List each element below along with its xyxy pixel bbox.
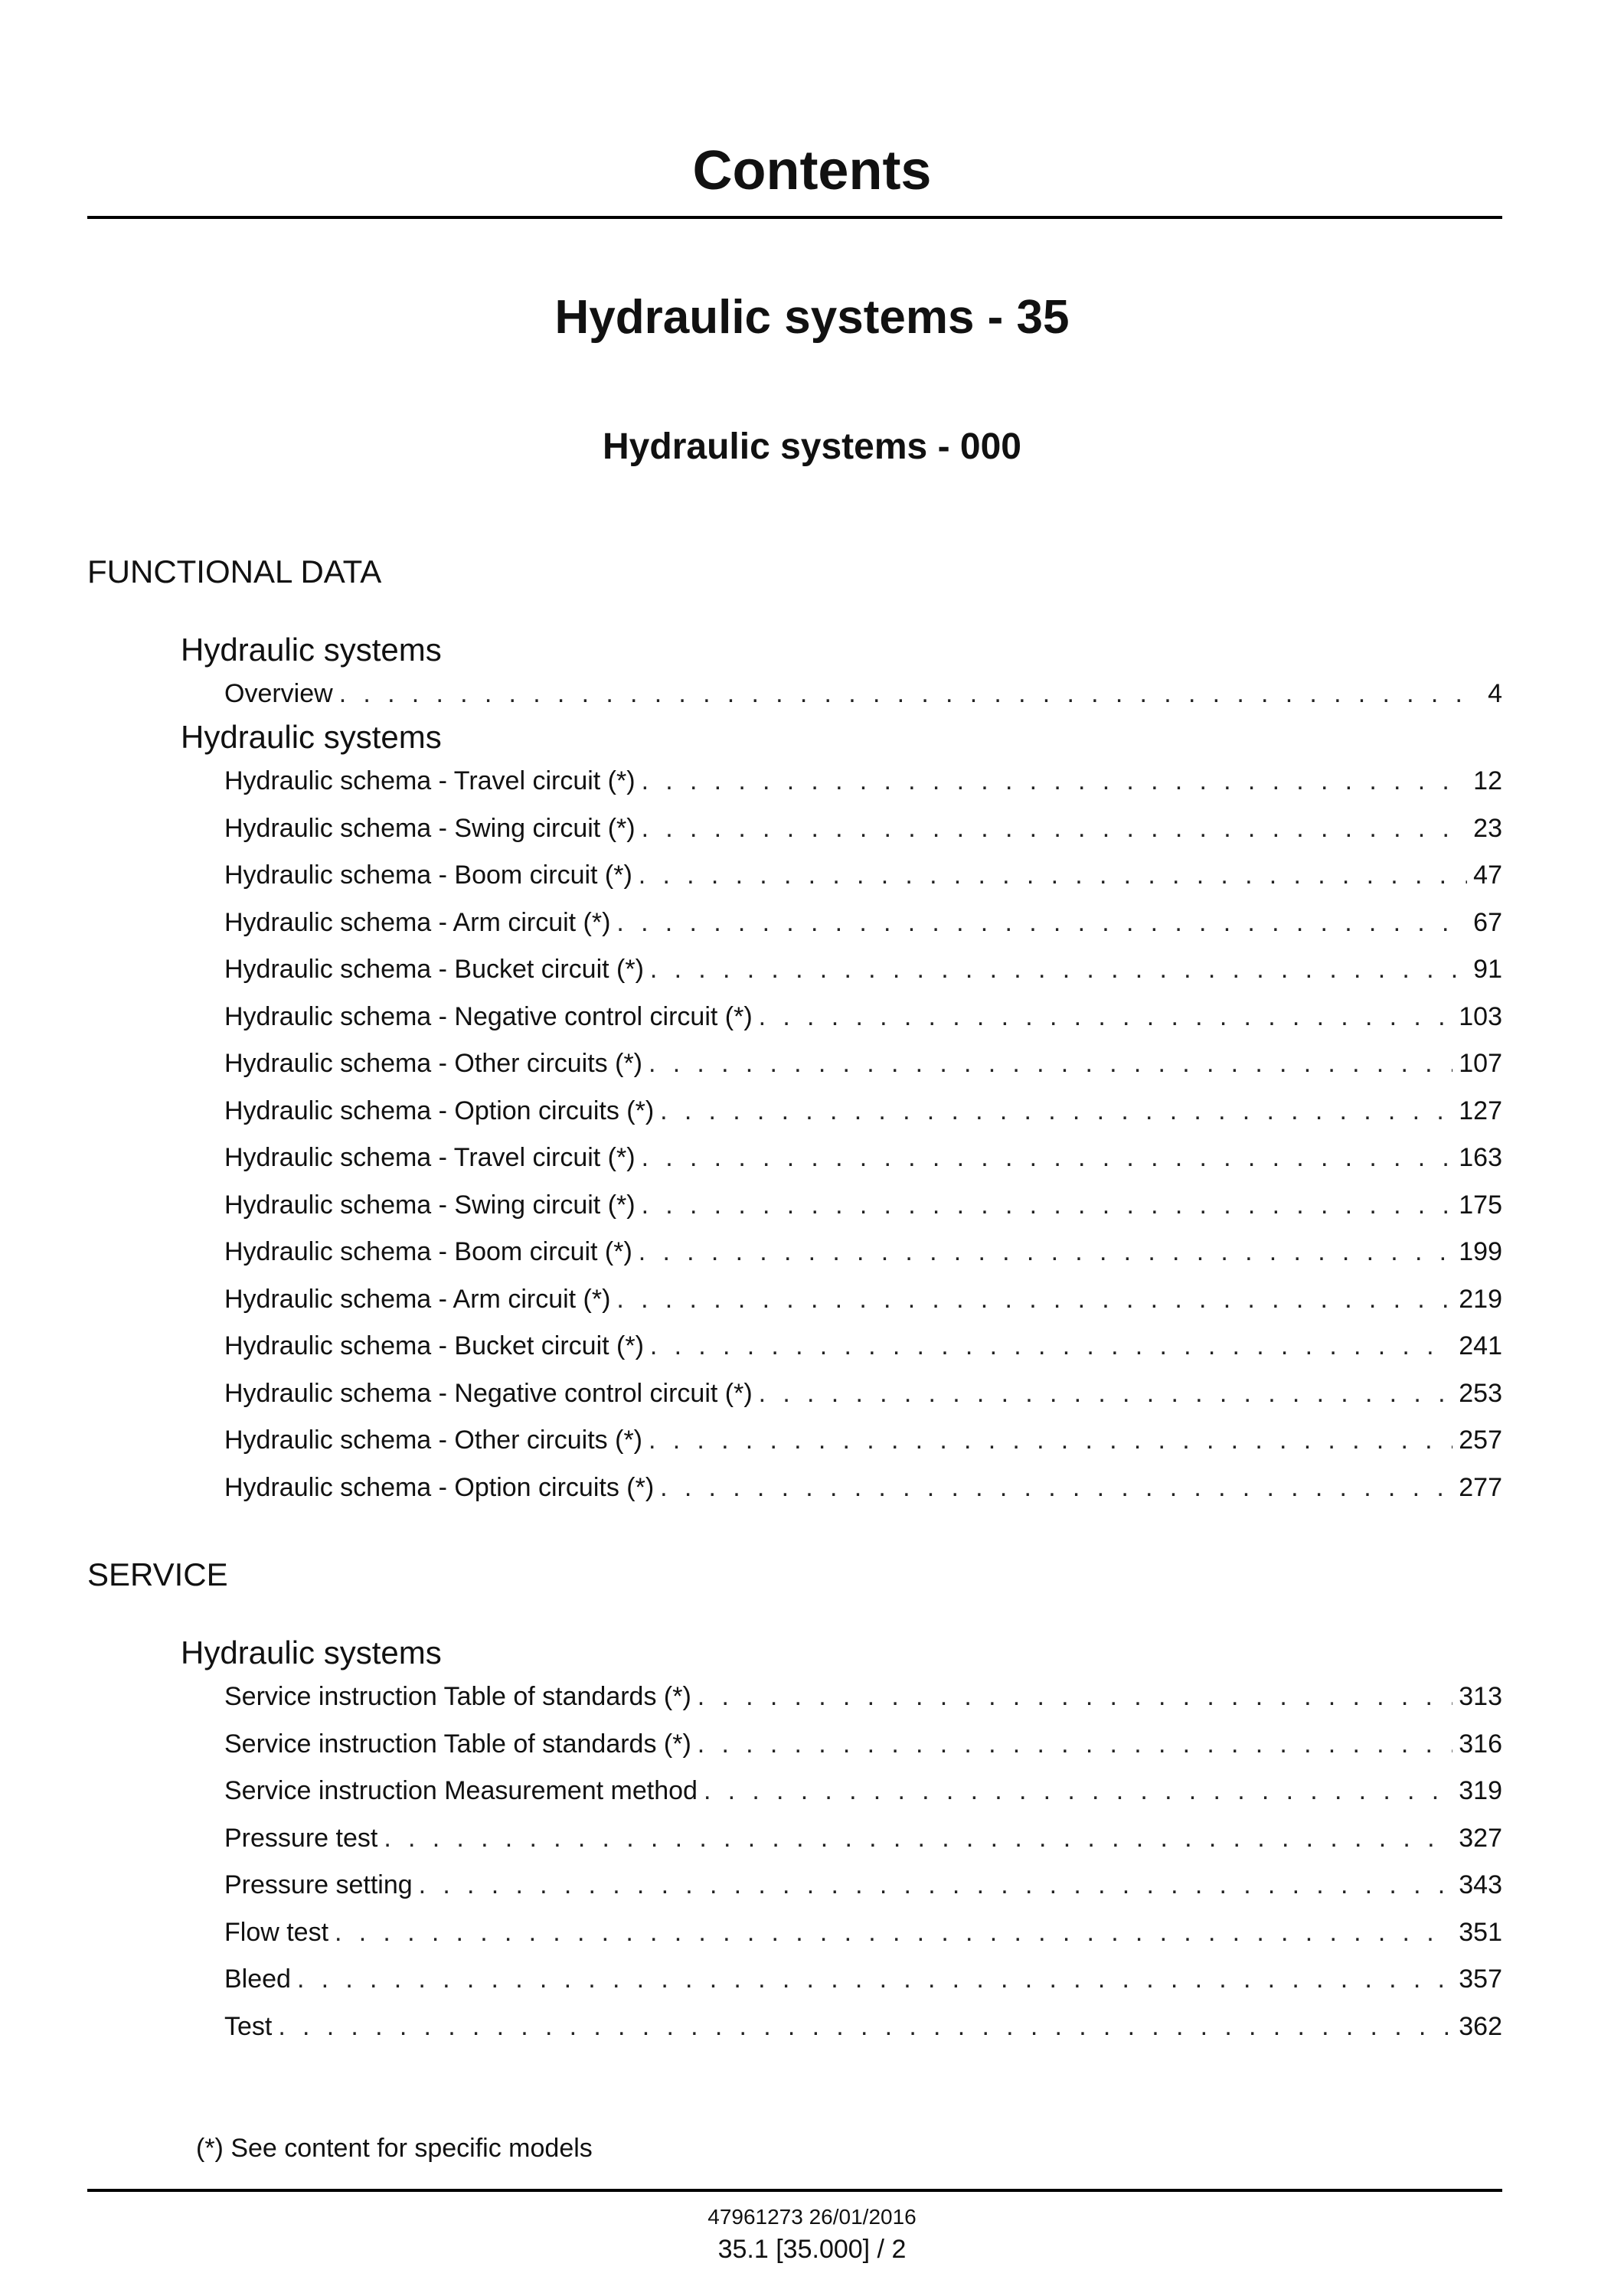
document-id: 47961273 26/01/2016 [707,2205,917,2229]
dot-leader [649,1423,1452,1457]
toc-entry[interactable] [224,1377,1502,1410]
toc-entry-page: 219 [1459,1285,1502,1314]
page-title: Contents [692,140,932,201]
dot-leader [278,2010,1452,2043]
dot-leader [642,1188,1453,1222]
toc-entry-label: Flow test [224,1918,329,1947]
dot-leader [642,812,1468,845]
toc-entry-page: 343 [1459,1870,1502,1899]
dot-leader [660,1094,1452,1128]
dot-leader [759,1000,1453,1034]
toc-entry-page: 91 [1473,955,1502,984]
toc-entry-label: Service instruction Measurement method [224,1776,698,1805]
group-title: Hydraulic systems [181,632,442,668]
dot-leader [642,764,1468,798]
category-functional-data: FUNCTIONAL DATA [87,554,382,590]
dot-leader [698,1680,1452,1713]
toc-entry-page: 163 [1459,1143,1502,1172]
toc-entry-label: Bleed [224,1965,291,1994]
category-service: SERVICE [87,1556,228,1592]
section-title: Hydraulic systems - 000 [603,426,1021,467]
toc-entry-page: 253 [1459,1379,1502,1408]
toc-entry-label: Hydraulic schema - Swing circuit (*) [224,1190,636,1220]
toc-entry-label: Hydraulic schema - Travel circuit (*) [224,1143,636,1172]
toc-entry[interactable] [224,1235,1502,1269]
toc-entry[interactable] [224,1329,1502,1363]
toc-entry[interactable] [224,1962,1502,1996]
toc-entry-label: Service instruction Table of standards (*) [224,1682,691,1711]
chapter-title: Hydraulic systems - 35 [554,291,1070,344]
toc-entry-page: 103 [1459,1002,1502,1031]
dot-leader [339,677,1482,710]
toc-entry-label: Hydraulic schema - Negative control circuit (*) [224,1379,753,1408]
dot-leader [698,1727,1452,1761]
toc-entry-page: 313 [1459,1682,1502,1711]
toc-entry-page: 277 [1459,1473,1502,1502]
toc-entry[interactable] [224,677,1502,710]
toc-entry-page: 357 [1459,1965,1502,1994]
toc-entry-label: Hydraulic schema - Bucket circuit (*) [224,1331,644,1360]
toc-entry[interactable] [224,1094,1502,1128]
toc-entry[interactable] [224,1916,1502,1949]
toc-entry-page: 67 [1473,908,1502,937]
toc-entry-page: 199 [1459,1237,1502,1266]
dot-leader [704,1774,1452,1808]
dot-leader [616,1282,1452,1316]
toc-entry-label: Hydraulic schema - Travel circuit (*) [224,766,636,795]
dot-leader [297,1962,1452,1996]
toc-entry[interactable] [224,1774,1502,1808]
toc-entry-label: Hydraulic schema - Boom circuit (*) [224,1237,632,1266]
footer-rule [87,2189,1502,2192]
dot-leader [335,1916,1452,1949]
toc-entry-label: Hydraulic schema - Arm circuit (*) [224,1285,611,1314]
toc-entry[interactable] [224,1047,1502,1080]
toc-entry-label: Hydraulic schema - Boom circuit (*) [224,861,632,890]
toc-entry[interactable] [224,764,1502,798]
group-title: Hydraulic systems [181,719,442,755]
dot-leader [660,1471,1452,1504]
toc-entry-label: Test [224,2012,273,2041]
toc-entry-label: Service instruction Table of standards (*) [224,1729,691,1759]
toc-entry-label: Hydraulic schema - Option circuits (*) [224,1473,655,1502]
toc-entry-page: 12 [1473,766,1502,795]
toc-entry[interactable] [224,1727,1502,1761]
dot-leader [650,1329,1452,1363]
toc-entry[interactable] [224,1423,1502,1457]
group-title: Hydraulic systems [181,1635,442,1671]
toc-entry[interactable] [224,1680,1502,1713]
toc-entry-page: 23 [1473,814,1502,843]
dot-leader [650,952,1467,986]
toc-entry-page: 241 [1459,1331,1502,1360]
toc-entry-page: 362 [1459,2012,1502,2041]
toc-entry-label: Pressure setting [224,1870,413,1899]
toc-entry[interactable] [224,1188,1502,1222]
toc-entry[interactable] [224,1282,1502,1316]
toc-entry-label: Hydraulic schema - Arm circuit (*) [224,908,611,937]
dot-leader [649,1047,1452,1080]
toc-entry-label: Hydraulic schema - Other circuits (*) [224,1049,643,1078]
toc-entry-page: 107 [1459,1049,1502,1078]
toc-entry-label: Hydraulic schema - Other circuits (*) [224,1426,643,1455]
dot-leader [639,858,1467,892]
toc-entry-label: Pressure test [224,1824,378,1853]
toc-entry[interactable] [224,1821,1502,1855]
title-rule [87,216,1502,219]
footnote: (*) See content for specific models [196,2134,593,2163]
toc-entry-page: 351 [1459,1918,1502,1947]
toc-entry[interactable] [224,858,1502,892]
toc-entry-label: Overview [224,679,333,708]
toc-entry-label: Hydraulic schema - Negative control circuit (*) [224,1002,753,1031]
toc-entry[interactable] [224,1141,1502,1174]
toc-entry-page: 127 [1459,1096,1502,1125]
dot-leader [384,1821,1452,1855]
toc-entry-label: Hydraulic schema - Bucket circuit (*) [224,955,644,984]
toc-entry-page: 4 [1488,679,1502,708]
toc-entry[interactable] [224,1000,1502,1034]
toc-entry-page: 316 [1459,1729,1502,1759]
page-reference: 35.1 [35.000] / 2 [717,2235,907,2264]
toc-entry-label: Hydraulic schema - Swing circuit (*) [224,814,636,843]
toc-entry[interactable] [224,1868,1502,1902]
toc-entry[interactable] [224,906,1502,939]
toc-entry-page: 257 [1459,1426,1502,1455]
toc-entry-page: 47 [1473,861,1502,890]
dot-leader [642,1141,1453,1174]
dot-leader [759,1377,1453,1410]
toc-entry-label: Hydraulic schema - Option circuits (*) [224,1096,655,1125]
dot-leader [616,906,1467,939]
toc-entry-page: 327 [1459,1824,1502,1853]
dot-leader [639,1235,1452,1269]
toc-entry[interactable] [224,2010,1502,2043]
toc-entry[interactable] [224,812,1502,845]
toc-entry-page: 175 [1459,1190,1502,1220]
toc-entry-page: 319 [1459,1776,1502,1805]
toc-entry[interactable] [224,952,1502,986]
toc-entry[interactable] [224,1471,1502,1504]
dot-leader [419,1868,1453,1902]
